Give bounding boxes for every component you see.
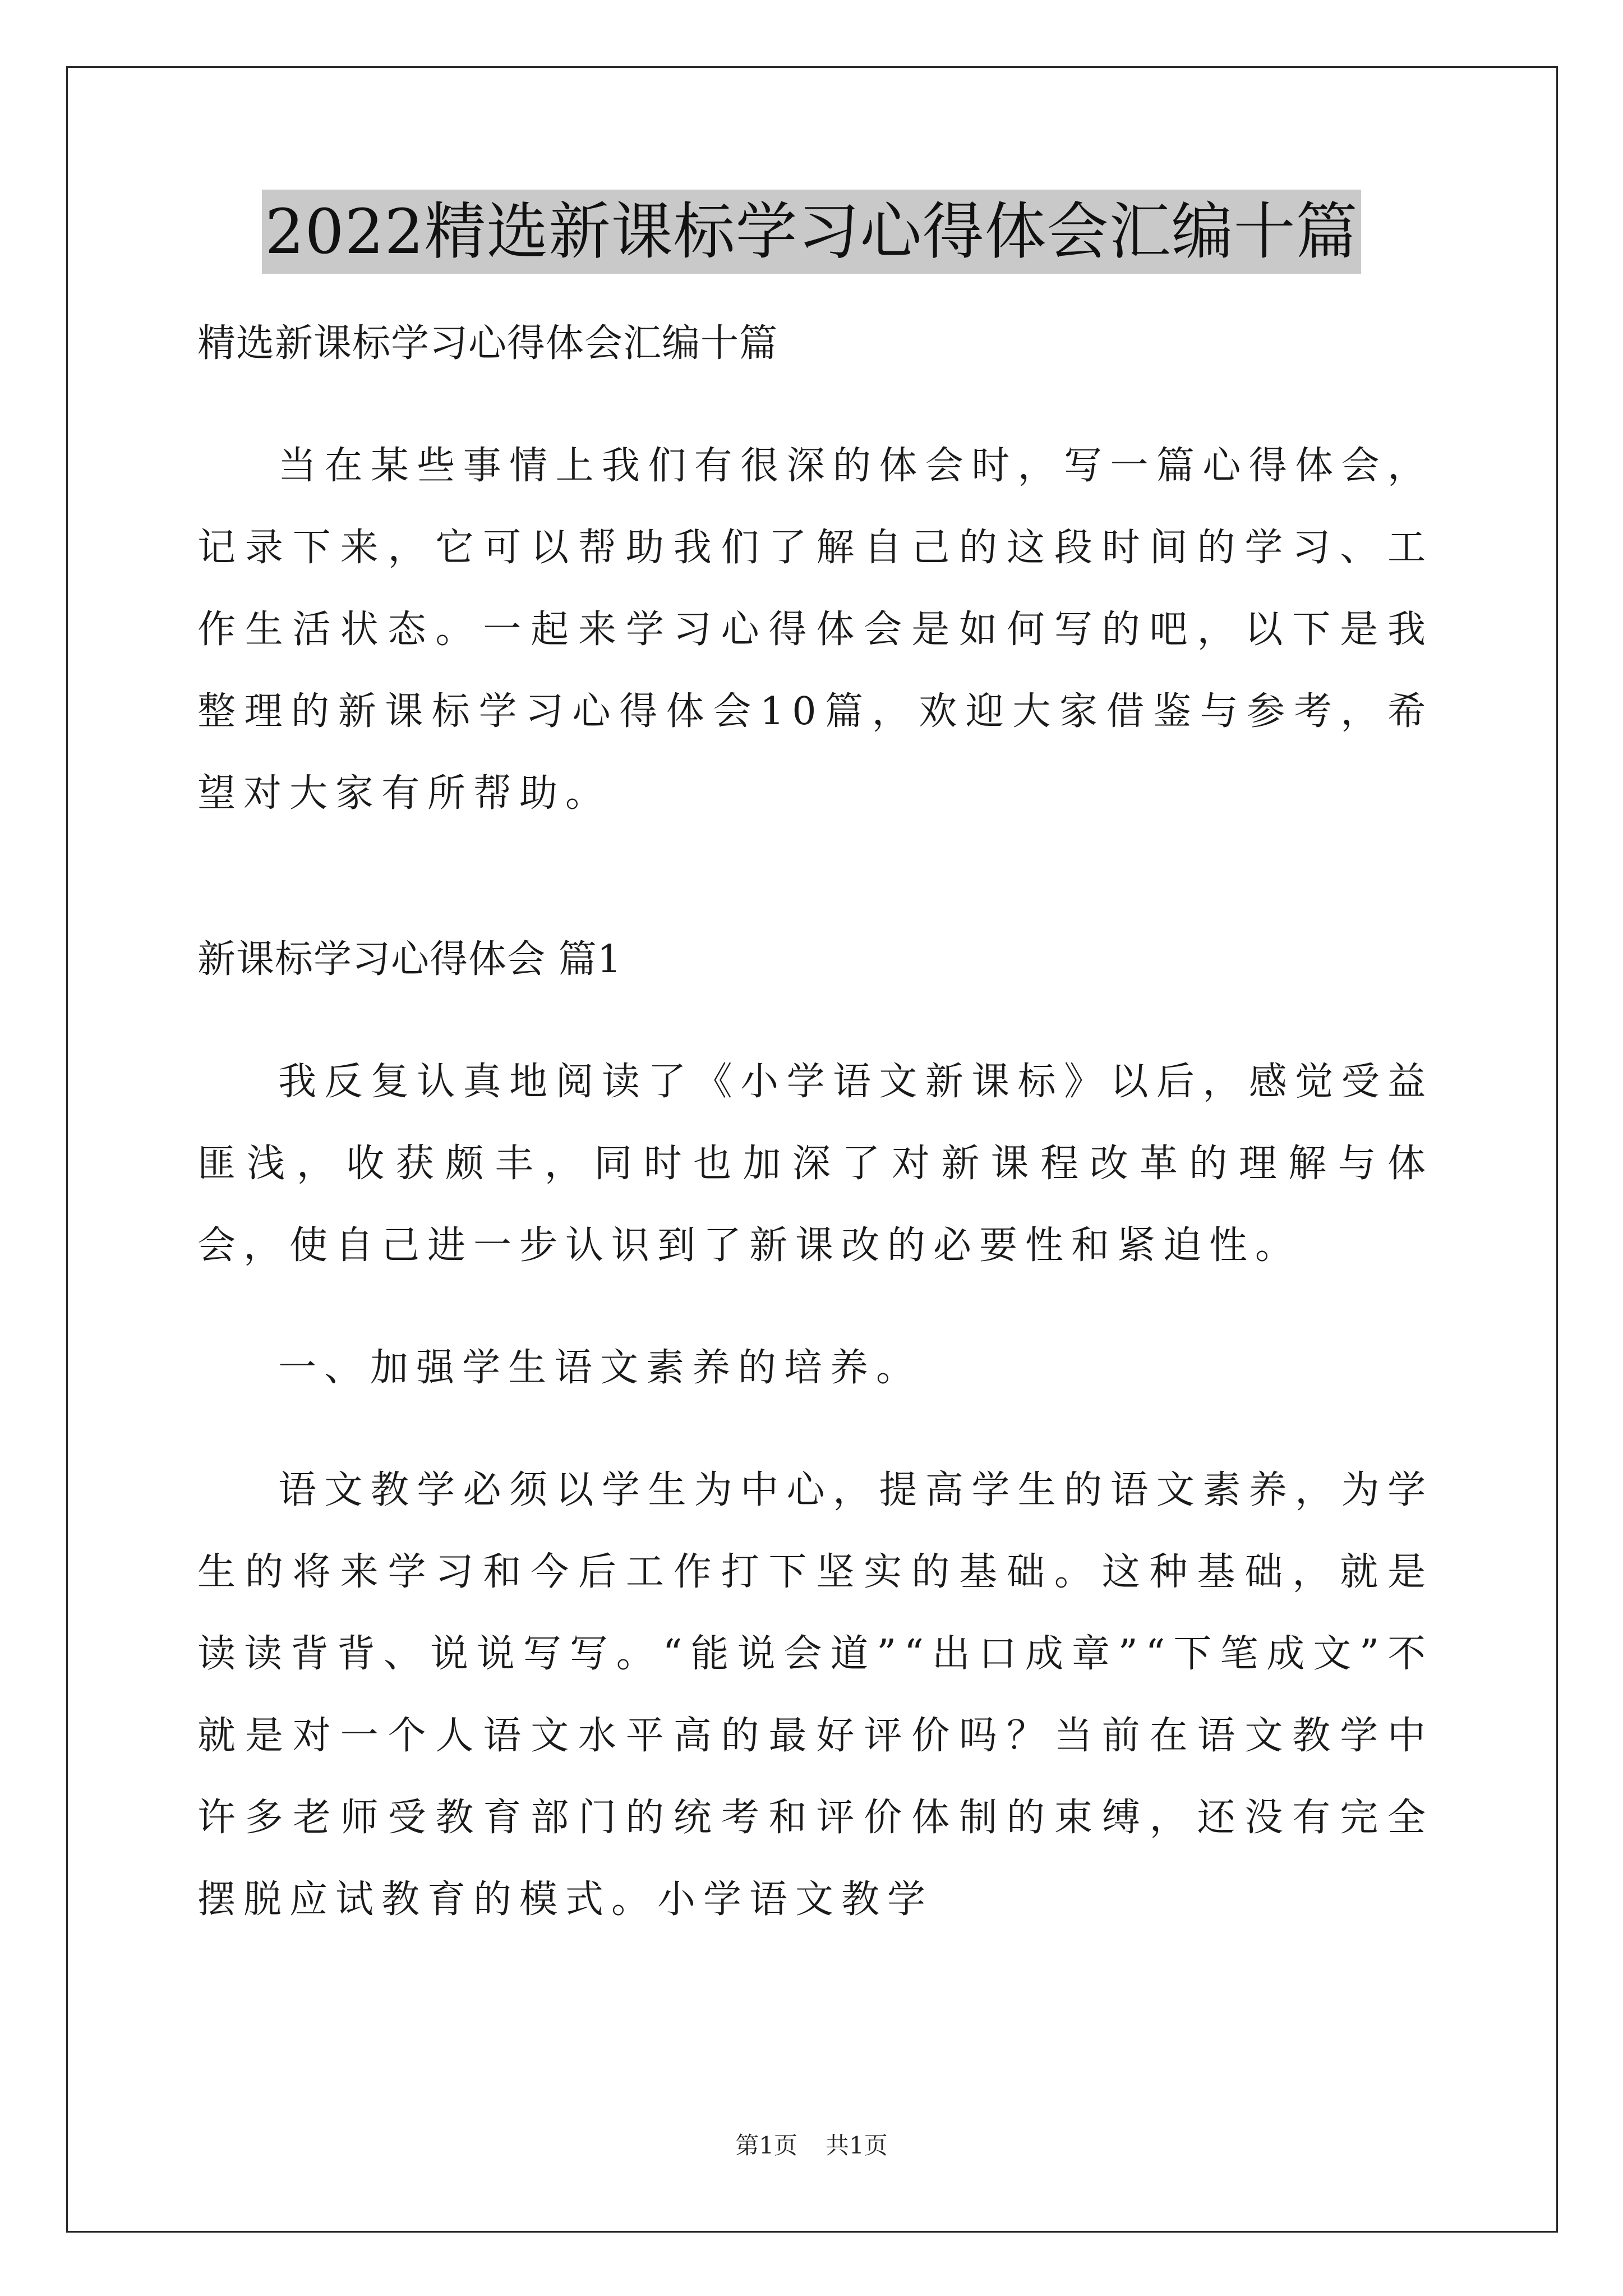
body-paragraph: 我反复认真地阅读了《小学语文新课标》以后，感觉受益匪浅，收获颇丰，同时也加深了对新课程改革的理解与体会，使自己进一步认识到了新课改的必要性和紧迫性。 (197, 1060, 1433, 1268)
page-total: 共1页 (826, 2132, 888, 2159)
document-subtitle: 精选新课标学习心得体会汇编十篇 (197, 321, 778, 366)
title-area (0, 190, 1623, 274)
body-paragraph: 语文教学必须以学生为中心，提高学生的语文素养，为学生的将来学习和今后工作打下坚实的基础。这种基础，就是读读背背、说说写写。“能说会道”“出口成章”“下笔成文”不就是对一个人语文水平高的最好评价吗？当前在语文教学中许多老师受教育部门的统考和评价体制的束缚，还没有完全摆脱应试教育的模式。小学语文教学 (197, 1468, 1433, 1922)
page-footer (0, 2129, 1623, 2162)
document-body (197, 303, 1433, 1941)
page-number: 第1页 (735, 2132, 797, 2159)
intro-paragraph: 当在某些事情上我们有很深的体会时，写一篇心得体会，记录下来，它可以帮助我们了解自己的这段时间的学习、工作生活状态。一起来学习心得体会是如何写的吧，以下是我整理的新课标学习心得体会10篇，欢迎大家借鉴与参考，希望对大家有所帮助。 (197, 444, 1433, 816)
section-heading: 新课标学习心得体会 篇1 (197, 937, 622, 982)
body-paragraph: 一、加强学生语文素养的培养。 (278, 1346, 923, 1390)
document-title: 2022精选新课标学习心得体会汇编十篇 (262, 190, 1362, 274)
